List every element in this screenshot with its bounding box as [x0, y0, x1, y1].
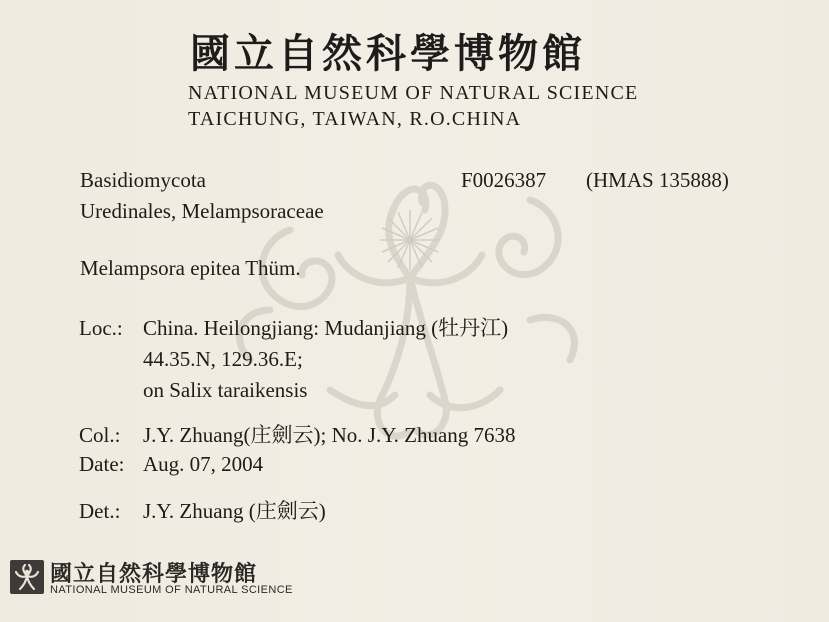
taxon-division: Basidiomycota [80, 168, 206, 192]
collector-label: Col.: [79, 423, 121, 447]
alternate-accession-number: (HMAS 135888) [586, 168, 729, 192]
determiner-label: Det.: [79, 499, 121, 523]
collector-value: J.Y. Zhuang(庄劍云); No. J.Y. Zhuang 7638 [143, 423, 516, 447]
museum-location: TAICHUNG, TAIWAN, R.O.CHINA [188, 108, 522, 130]
footer-title-chinese: 國立自然科學博物館 [50, 562, 258, 587]
species-name: Melampsora epitea Thüm. [80, 256, 301, 280]
footer-watermark [0, 548, 829, 622]
date-label: Date: [79, 452, 125, 476]
locality-host: on Salix taraikensis [143, 378, 308, 402]
accession-number: F0026387 [461, 168, 547, 192]
museum-logo-icon [10, 560, 44, 594]
footer-title-english: NATIONAL MUSEUM OF NATURAL SCIENCE [50, 584, 293, 596]
locality-coordinates: 44.35.N, 129.36.E; [143, 347, 303, 371]
museum-title-chinese: 國立自然科學博物館 [190, 31, 586, 77]
taxon-order-family: Uredinales, Melampsoraceae [80, 199, 324, 223]
locality-label: Loc.: [79, 316, 123, 340]
museum-title-english: NATIONAL MUSEUM OF NATURAL SCIENCE [188, 82, 639, 104]
determiner-value: J.Y. Zhuang (庄劍云) [143, 499, 326, 523]
locality-line-1: China. Heilongjiang: Mudanjiang (牡丹江) [143, 316, 509, 340]
date-value: Aug. 07, 2004 [143, 452, 264, 476]
